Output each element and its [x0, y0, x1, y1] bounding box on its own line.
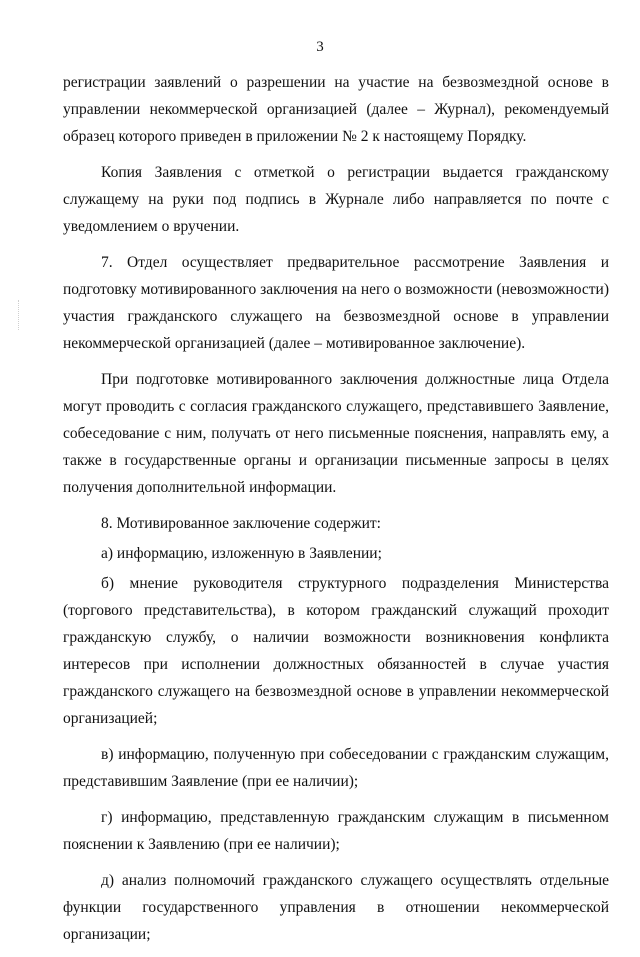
page-number: 3 — [316, 39, 324, 55]
list-item-a: а) информацию, изложенную в Заявлении; — [101, 545, 382, 562]
list-item-g: г) информацию, представленную гражданским служащим в письменном пояснении к Заявлению (при ее наличии); — [63, 809, 609, 853]
scan-margin-mark — [18, 300, 22, 330]
list-item-v: в) информацию, полученную при собеседовании с гражданским служащим, представившим Заявление (при ее наличии); — [63, 746, 609, 790]
paragraph-item-7: 7. Отдел осуществляет предварительное рассмотрение Заявления и подготовку мотивированного заключения на него о возможности (невозможности) участия гражданского служащего на безвозмездной основе в управлении некоммерческой организацией (далее – мотивированное заключение). — [63, 254, 609, 352]
list-item-d: д) анализ полномочий гражданского служащего осуществлять отдельные функции государственного управления в отношении некоммерческой организации; — [63, 872, 609, 943]
paragraph-application-copy: Копия Заявления с отметкой о регистрации выдается гражданскому служащему на руки под подпись в Журнале либо направляется по почте с уведомлением о вручении. — [63, 164, 609, 235]
paragraph-registration-journal: регистрации заявлений о разрешении на участие на безвозмездной основе в управлении некоммерческой организацией (далее – Журнал), рекомендуемый образец которого приведен в приложении № 2 к настоящему Порядку. — [63, 74, 609, 145]
paragraph-interview: При подготовке мотивированного заключения должностные лица Отдела могут проводить с согласия гражданского служащего, представившего Заявление, собеседование с ним, получать от него письменные пояснения, направлять ему, а также в государственные органы и организации письменные запросы в целях получения дополнительной информации. — [63, 371, 609, 496]
document-body — [63, 69, 609, 957]
list-item-b: б) мнение руководителя структурного подразделения Министерства (торгового представительства), в котором гражданский служащий проходит гражданскую службу, о наличии возможности возникновения конфликта интересов при исполнении должностных обязанностей в случае участия гражданского служащего на безвозмездной основе в управлении некоммерческой организацией; — [63, 575, 609, 727]
paragraph-item-8: 8. Мотивированное заключение содержит: — [101, 515, 381, 532]
